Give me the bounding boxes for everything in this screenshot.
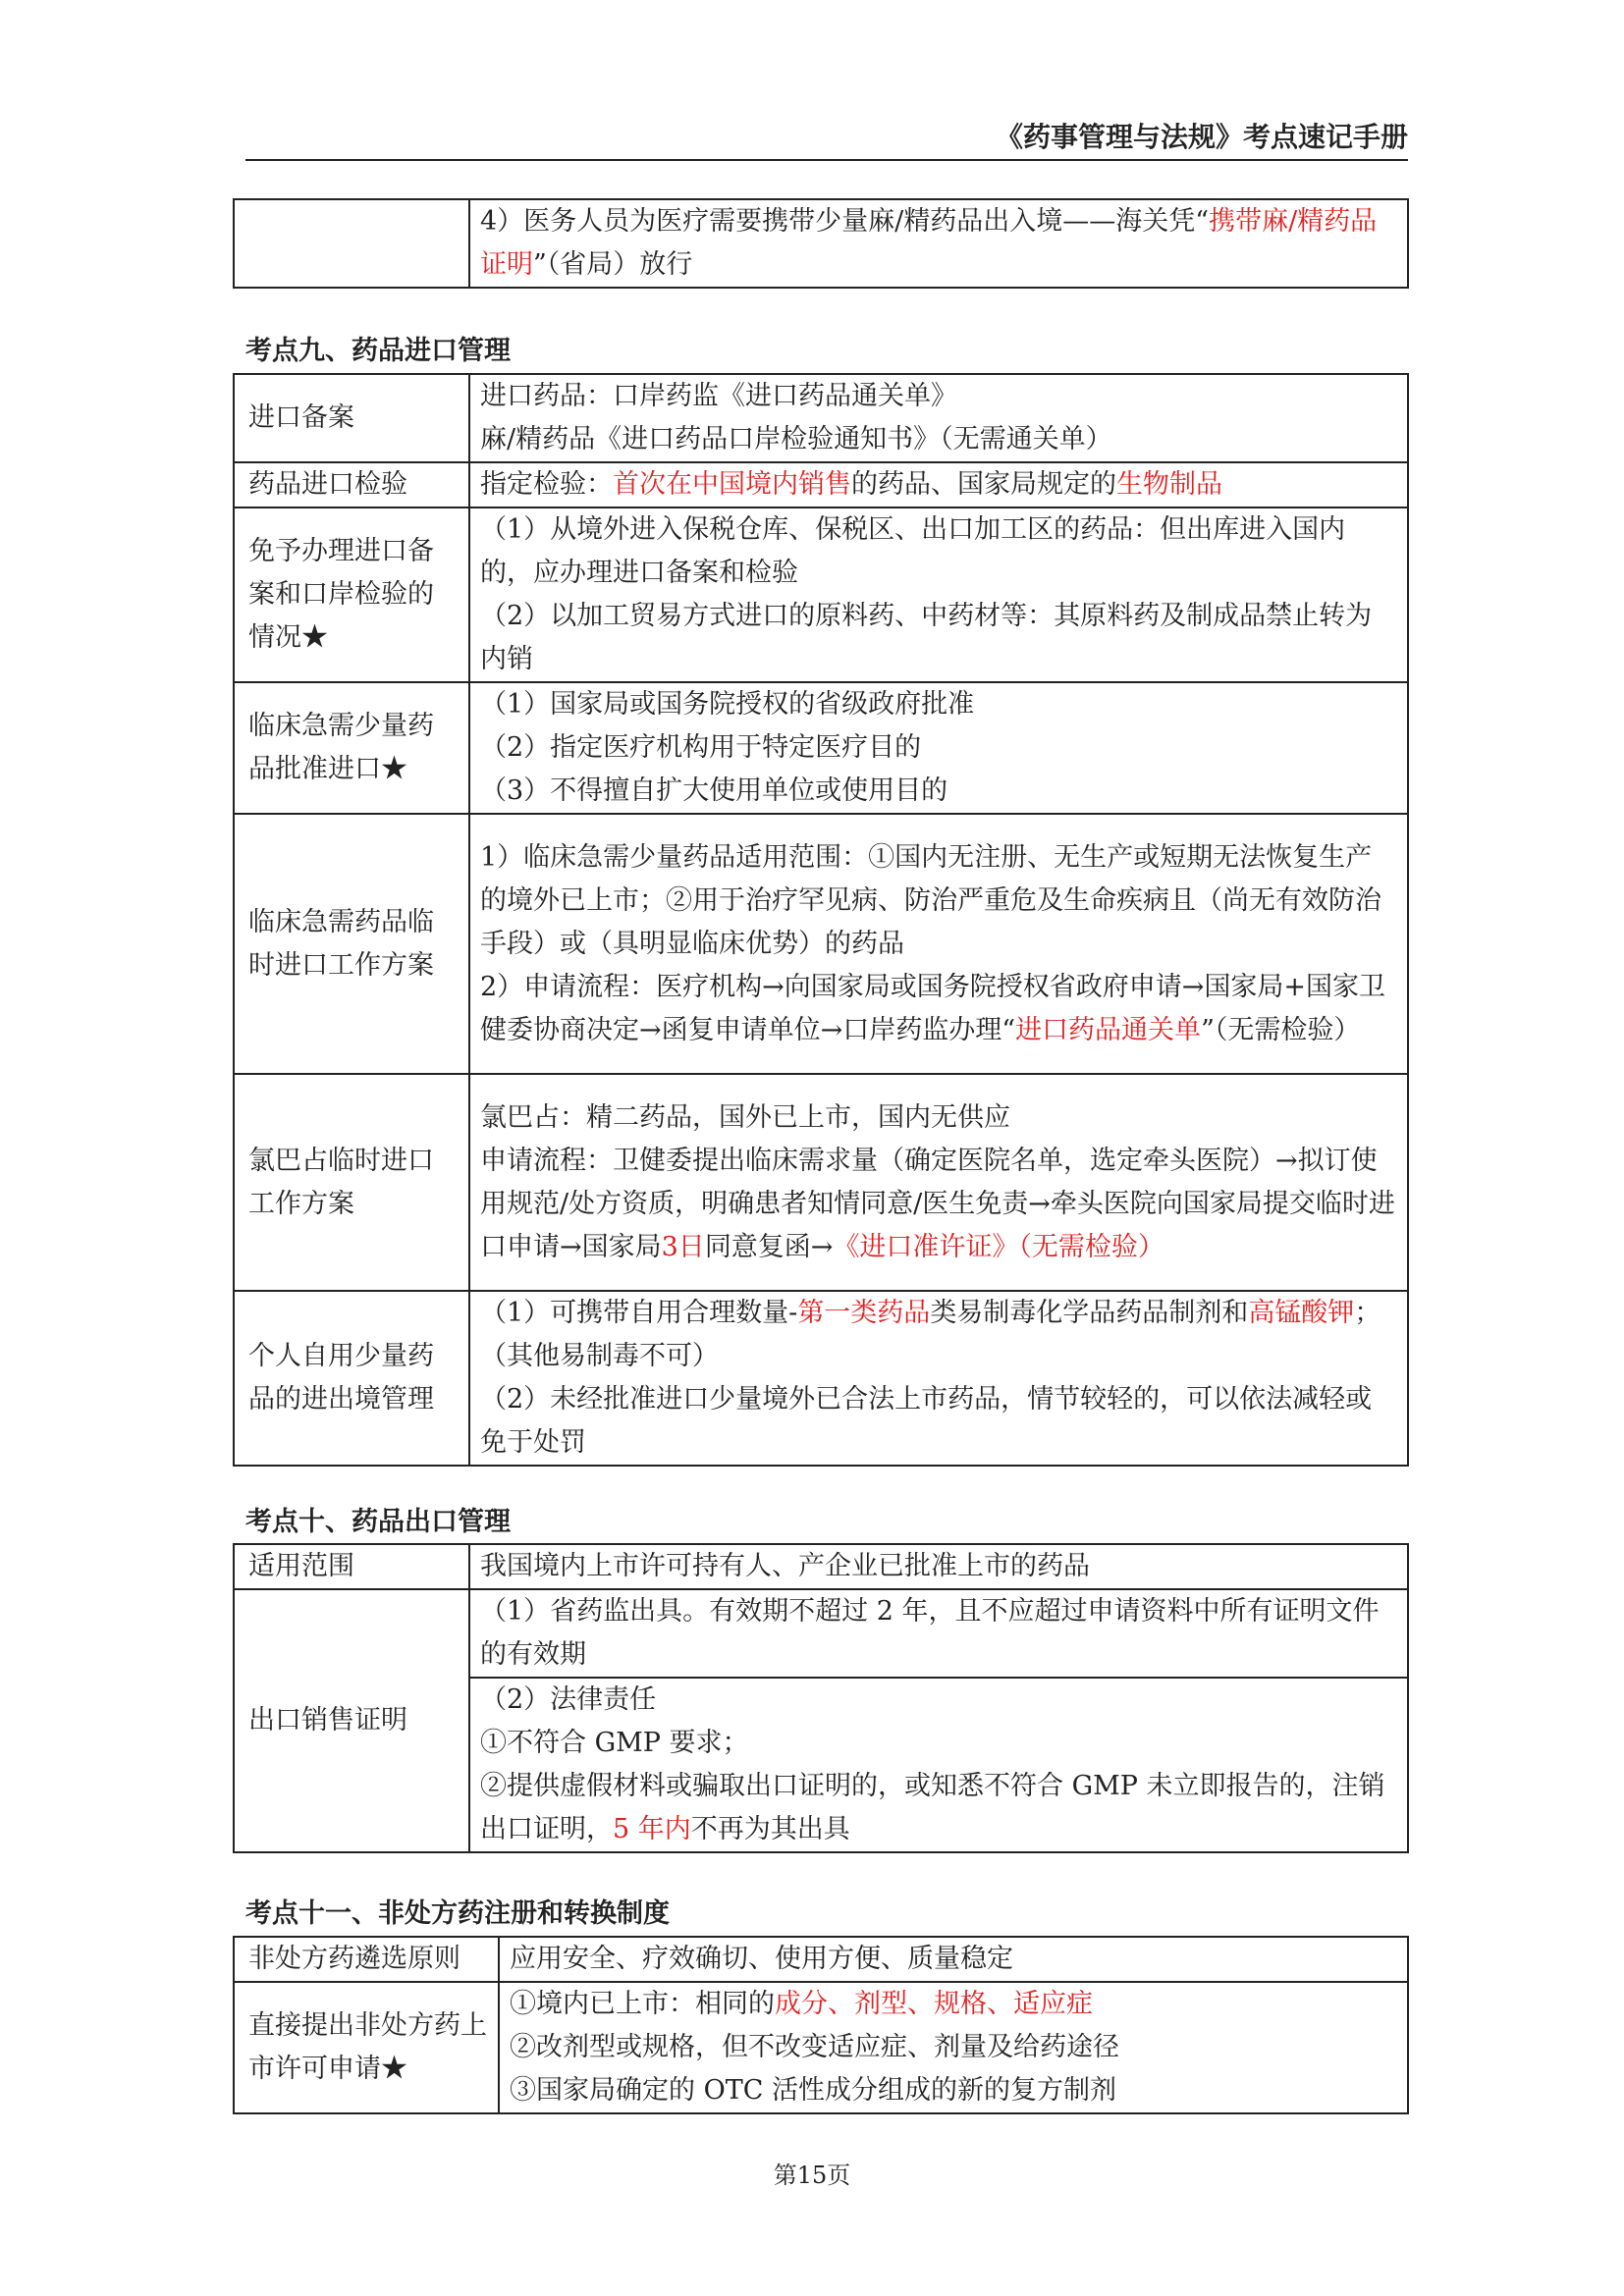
- highlight-text: 高锰酸钾: [1248, 1298, 1355, 1328]
- highlight-text: 进口药品通关单: [1015, 1014, 1202, 1045]
- row-key: 进口备案: [234, 374, 469, 462]
- text-segment: ”（省局）放行: [533, 249, 693, 280]
- row-key: 非处方药遴选原则: [234, 1937, 499, 1982]
- page-header: 《药事管理与法规》考点速记手册: [245, 116, 1408, 161]
- table-row: [234, 1544, 1408, 1589]
- text-segment: （3）不得擅自扩大使用单位或使用目的: [480, 775, 948, 806]
- text-segment: ”（无需检验）: [1201, 1014, 1361, 1045]
- text-segment: 指定检验：: [480, 469, 613, 500]
- text-segment: ②改剂型或规格，但不改变适应症、剂量及给药途径: [510, 2032, 1119, 2062]
- section11-title: 考点十一、非处方药注册和转换制度: [245, 1898, 670, 1929]
- row-value: 我国境内上市许可持有人、产企业已批准上市的药品: [469, 1544, 1408, 1589]
- row-value: [469, 1074, 1408, 1291]
- text-segment: 4）医务人员为医疗需要携带少量麻/精药品出入境——海关凭“: [480, 206, 1210, 237]
- highlight-text: 《进口准许证》（无需检验）: [833, 1231, 1164, 1262]
- text-segment: ①不符合 GMP 要求；: [480, 1728, 749, 1758]
- row-key: 适用范围: [234, 1544, 469, 1589]
- text-segment: （2）指定医疗机构用于特定医疗目的: [480, 732, 922, 763]
- section9-title: 考点九、药品进口管理: [245, 336, 511, 366]
- text-segment: ②提供虚假材料或骗取出口证明的，或知悉不符合 GMP 未立即报告的，注销出口证明，: [480, 1771, 1385, 1844]
- text-segment: 类易制毒化学品药品制剂和: [930, 1298, 1249, 1328]
- text-segment: 2）申请流程：医疗机构→向国家局或国务院授权省政府申请→国家局+国家卫健委协商决定→函复申请单位→口岸药监办理“: [480, 971, 1386, 1045]
- highlight-text: 成分、剂型、规格、适应症: [775, 1989, 1093, 2019]
- top-table-content: [469, 199, 1408, 288]
- text-segment: （1）国家局或国务院授权的省级政府批准: [480, 689, 975, 720]
- table-row: [234, 1074, 1408, 1291]
- page-number: 第15页: [773, 2162, 851, 2189]
- table-row: [234, 814, 1408, 1074]
- table-row: [234, 507, 1408, 682]
- row-value: [469, 462, 1408, 507]
- text-segment: 的药品、国家局规定的: [851, 469, 1116, 500]
- highlight-text: 3日: [661, 1231, 705, 1262]
- table-row: [234, 1937, 1408, 1982]
- highlight-text: 5 年内: [613, 1814, 691, 1844]
- text-segment: （1）可携带自用合理数量-: [480, 1298, 798, 1328]
- row-value: [499, 1982, 1408, 2113]
- text-segment: 不再为其出具: [690, 1814, 850, 1844]
- table-row: [234, 199, 1408, 288]
- table-row: [234, 374, 1408, 462]
- text-segment: （1）省药监出具。有效期不超过 2 年，且不应超过申请资料中所有证明文件的有效期: [480, 1596, 1380, 1670]
- row-key: 药品进口检验: [234, 462, 469, 507]
- text-segment: ；（其他易制毒不可）: [480, 1298, 1381, 1371]
- highlight-text: 携带麻/精药品证明: [480, 206, 1378, 280]
- table-row: [234, 462, 1408, 507]
- text-segment: ①境内已上市：相同的: [510, 1989, 775, 2019]
- text-segment: （1）从境外进入保税仓库、保税区、出口加工区的药品：但出库进入国内的，应办理进口备案和检验: [480, 514, 1346, 588]
- highlight-text: 第一类药品: [797, 1298, 931, 1328]
- section10-table: [233, 1543, 1409, 1853]
- text-segment: 应用安全、疗效确切、使用方便、质量稳定: [510, 1944, 1013, 1974]
- row-key: 免予办理进口备案和口岸检验的情况★: [234, 507, 469, 682]
- row-value: [469, 507, 1408, 682]
- row-key: 出口销售证明: [234, 1589, 469, 1852]
- table-row: [234, 1589, 1408, 1678]
- section10-title: 考点十、药品出口管理: [245, 1507, 511, 1537]
- highlight-text: 生物制品: [1116, 469, 1222, 500]
- table-row: [234, 682, 1408, 814]
- row-value: [469, 1678, 1408, 1852]
- row-value: [469, 682, 1408, 814]
- text-segment: （2）以加工贸易方式进口的原料药、中药材等：其原料药及制成品禁止转为内销: [480, 601, 1373, 674]
- text-segment: （2）法律责任: [480, 1684, 657, 1715]
- table-row: [234, 1291, 1408, 1466]
- section11-table: [233, 1936, 1409, 2114]
- row-value: [469, 1291, 1408, 1466]
- row-key: 临床急需药品临时进口工作方案: [234, 814, 469, 1074]
- top-table: [233, 198, 1409, 289]
- section9-table: [233, 373, 1409, 1467]
- empty-cell: [234, 199, 469, 288]
- text-segment: ③国家局确定的 OTC 活性成分组成的新的复方制剂: [510, 2075, 1116, 2106]
- row-value: [499, 1937, 1408, 1982]
- highlight-text: 首次在中国境内销售: [613, 469, 851, 500]
- text-segment: 进口药品：口岸药监《进口药品通关单》: [480, 381, 957, 411]
- text-segment: 申请流程：卫健委提出临床需求量（确定医院名单，选定牵头医院）→拟订使用规范/处方资质，明确患者知情同意/医生免责→牵头医院向国家局提交临时进口申请→国家局: [480, 1145, 1395, 1262]
- text-segment: 1）临床急需少量药品适用范围：①国内无注册、无生产或短期无法恢复生产的境外已上市；②用于治疗罕见病、防治严重危及生命疾病且（尚无有效防治手段）或（具明显临床优势）的药品: [480, 841, 1381, 959]
- row-value: [469, 374, 1408, 462]
- text-segment: 同意复函→: [704, 1231, 834, 1262]
- row-key: 氯巴占临时进口工作方案: [234, 1074, 469, 1291]
- text-segment: （2）未经批准进口少量境外已合法上市药品，情节较轻的，可以依法减轻或免于处罚: [480, 1384, 1373, 1458]
- table-row: [234, 1982, 1408, 2113]
- row-key: 个人自用少量药品的进出境管理: [234, 1291, 469, 1466]
- row-key: 临床急需少量药品批准进口★: [234, 682, 469, 814]
- text-segment: 麻/精药品《进口药品口岸检验通知书》（无需通关单）: [480, 424, 1112, 454]
- row-value: [469, 1589, 1408, 1678]
- row-value: [469, 814, 1408, 1074]
- row-key: 直接提出非处方药上市许可申请★: [234, 1982, 499, 2113]
- text-segment: 氯巴占：精二药品，国外已上市，国内无供应: [480, 1101, 1010, 1133]
